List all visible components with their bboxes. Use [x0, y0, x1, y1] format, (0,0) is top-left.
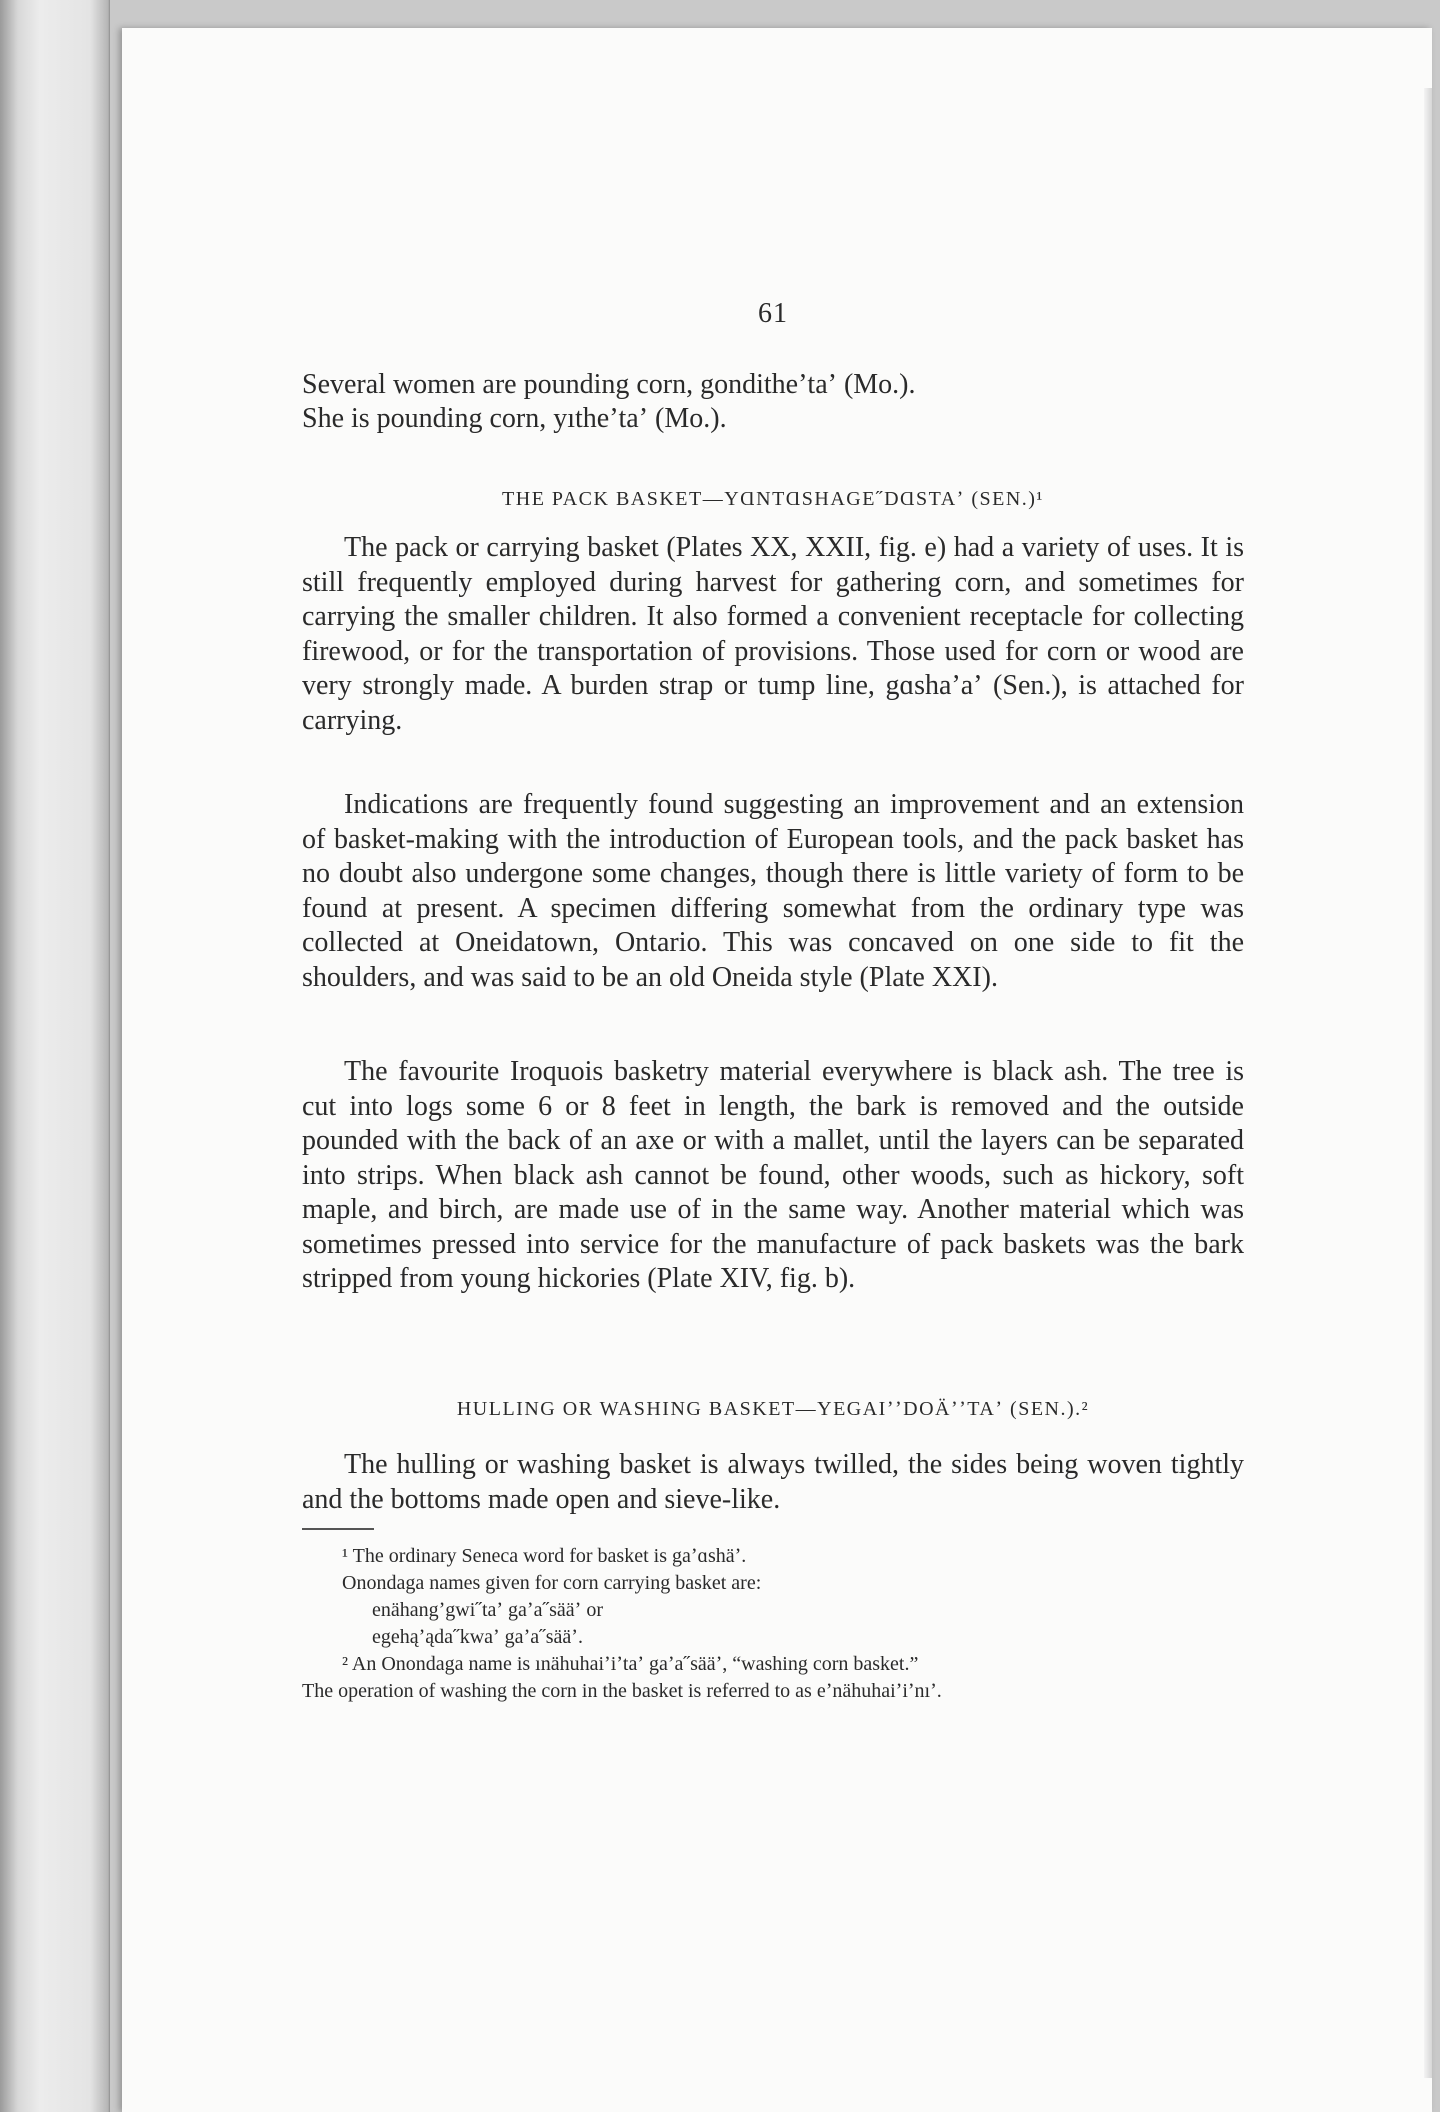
footnote-2-line-1: ² An Onondaga name is ınähuhaiʼiʼtaʼ gaʼa˝sääʼ, “washing corn basket.”	[342, 1653, 919, 1675]
paragraph-pack-basket-uses	[302, 531, 1244, 738]
paragraph-2-text: Indications are frequently found suggesting an improvement and an extension of basket-making with the introduction of European tools, and the pack basket has no doubt also undergone some changes, though there is little variety of form to be found at present. A specimen differing somewhat from the ordinary type was collected at Oneidatown, Ontario. This was concaved on one side to fit the shoulders, and was said to be an old Oneida style (Plate XXI).	[302, 789, 1244, 993]
adjacent-page-edge	[0, 0, 110, 2112]
footnote-1-line-3: enähangʼgwi˝taʼ gaʼa˝sääʼ or	[372, 1599, 603, 1621]
paragraph-4-text: The hulling or washing basket is always twilled, the sides being woven tightly and the bottoms made open and sieve-like.	[302, 1449, 1244, 1515]
paragraph-basketry-material	[302, 1055, 1244, 1297]
paragraph-hulling-basket	[302, 1448, 1244, 1517]
footnote-1-line-1: ¹ The ordinary Seneca word for basket is gaʼɑshäʼ.	[342, 1545, 747, 1567]
intro-line-1: Several women are pounding corn, gonditheʼtaʼ (Mo.).	[302, 369, 916, 400]
section-heading-pack-basket: THE PACK BASKET—YⱭNTⱭSHAGE˝DⱭSTAʼ (SEN.)¹	[502, 488, 1044, 510]
paragraph-basket-making-changes	[302, 788, 1244, 995]
footnote-1-line-4: egehąʼąda˝kwaʼ gaʼa˝sääʼ.	[372, 1626, 583, 1648]
book-page	[122, 28, 1432, 2112]
footnote-2-line-2: The operation of washing the corn in the basket is referred to as eʼnähuhaiʼiʼnıʼ.	[302, 1680, 942, 1702]
paragraph-1-text: The pack or carrying basket (Plates XX, XXII, fig. e) had a variety of uses. It is still frequently employed during harvest for gathering corn, and sometimes for carrying the smaller children. It also formed a convenient receptacle for collecting firewood, or for the transportation of provisions. Those used for corn or wood are very strongly made. A burden strap or tump line, gɑshaʼaʼ (Sen.), is attached for carrying.	[302, 532, 1244, 736]
footnotes	[302, 1543, 1244, 1705]
page-number: 61	[758, 298, 788, 329]
page-right-edge	[1424, 88, 1432, 2078]
paragraph-3-text: The favourite Iroquois basketry material everywhere is black ash. The tree is cut into logs some 6 or 8 feet in length, the bark is removed and the outside pounded with the back of an axe or with a mallet, until the layers can be separated into strips. When black ash cannot be found, other woods, such as hickory, soft maple, and birch, are made use of in the same way. Another material which was sometimes pressed into service for the manufacture of pack baskets was the bark stripped from young hickories (Plate XIV, fig. b).	[302, 1056, 1244, 1294]
footnote-divider	[302, 1528, 374, 1530]
section-heading-hulling-basket: HULLING OR WASHING BASKET—YEGAIʼʼDOÄʼʼTAʼ (SEN.).²	[456, 1398, 1090, 1420]
footnote-1-line-2: Onondaga names given for corn carrying basket are:	[342, 1572, 762, 1594]
intro-lines	[302, 368, 1244, 436]
intro-line-2: She is pounding corn, yıtheʼtaʼ (Mo.).	[302, 403, 727, 434]
